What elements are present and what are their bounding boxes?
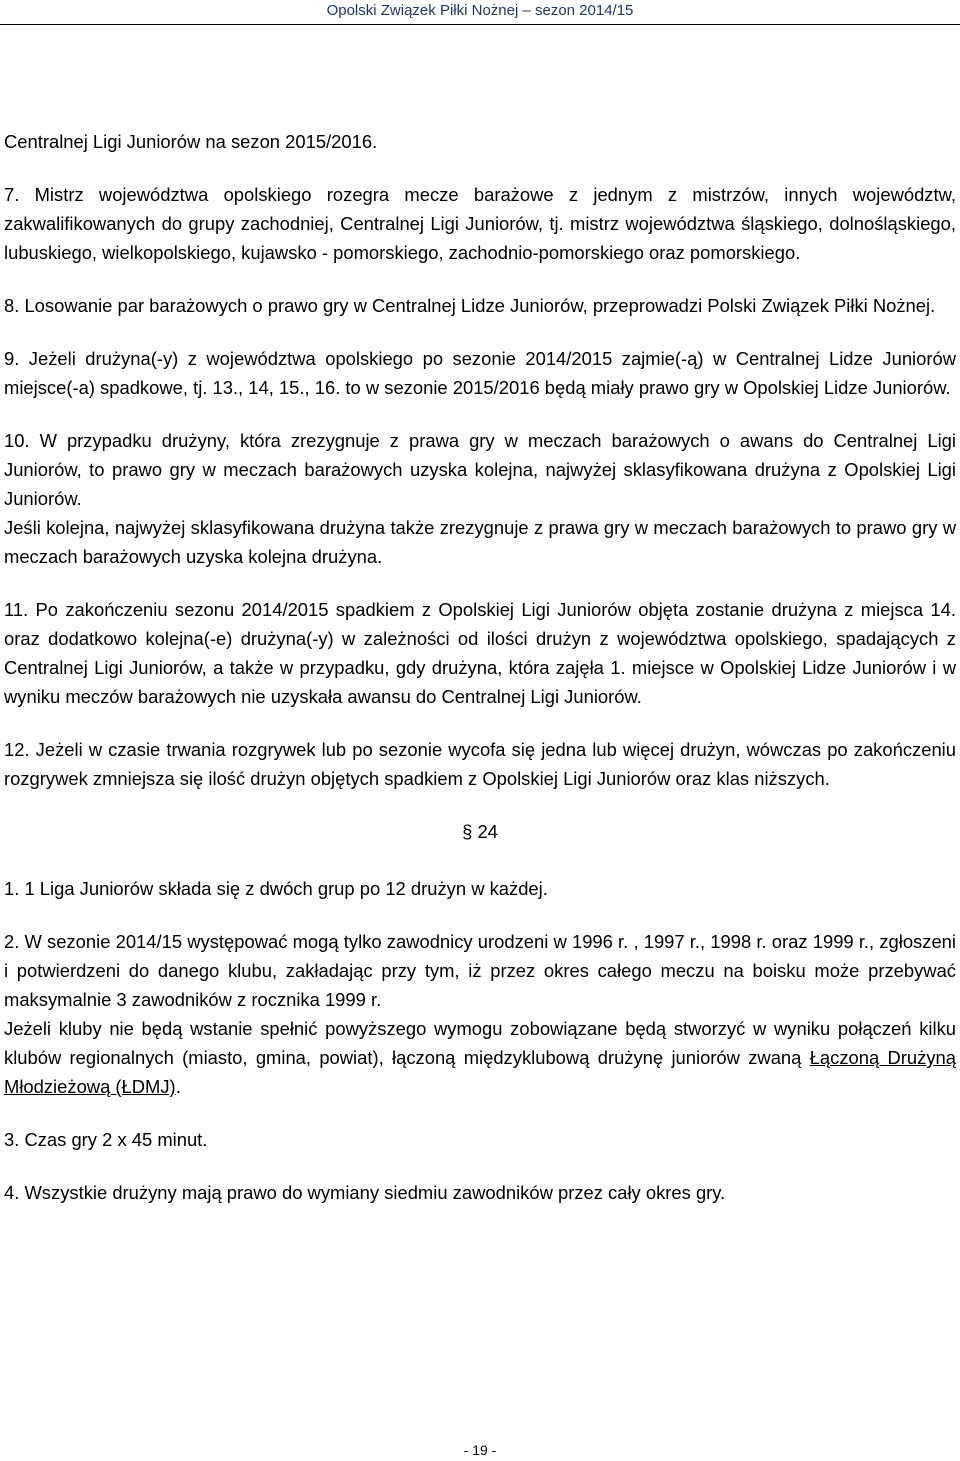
paragraph-12: 12. Jeżeli w czasie trwania rozgrywek lub po sezonie wycofa się jedna lub więcej drużyn, wówczas po zakończeniu rozgrywek zmniejsza się ilość drużyn objętych spadkiem z Opolskiej Ligi Juniorów oraz klas niższych.	[4, 739, 956, 789]
document-body	[4, 127, 956, 1231]
header-divider	[0, 24, 960, 25]
paragraph-8: 8. Losowanie par barażowych o prawo gry w Centralnej Lidze Juniorów, przeprowadzi Polski Związek Piłki Nożnej.	[4, 295, 936, 316]
ldmj-text-before: Jeżeli kluby nie będą wstanie spełnić powyższego wymogu zobowiązane będą stworzyć w wyniku połączeń kilku klubów regionalnych (miasto, gmina, powiat), łączoną międzyklubową drużynę juniorów zwaną	[4, 1018, 956, 1068]
section-heading	[4, 817, 956, 846]
section-paragraph-4: 4. Wszystkie drużyny mają prawo do wymiany siedmiu zawodników przez cały okres gry.	[4, 1182, 726, 1203]
section-paragraph-3: 3. Czas gry 2 x 45 minut.	[4, 1129, 208, 1150]
section-paragraph-2: 2. W sezonie 2014/15 występować mogą tylko zawodnicy urodzeni w 1996 r. , 1997 r., 1998 r. oraz 1999 r., zgłoszeni i potwierdzeni do danego klubu, zakładając przy tym, iż przez okres całego meczu na boisku może przebywać maksymalnie 3 zawodników z rocznika 1999 r.	[4, 931, 956, 1010]
paragraph-continuation: Centralnej Ligi Juniorów na sezon 2015/2016.	[4, 131, 378, 152]
section-number: 24	[477, 821, 498, 842]
section-paragraph-2-ldmj	[4, 1014, 956, 1101]
ldmj-text-after: .	[175, 1076, 181, 1097]
header-title: Opolski Związek Piłki Nożnej – sezon 2014/15	[326, 2, 634, 19]
section-symbol: §	[462, 821, 473, 842]
paragraph-11: 11. Po zakończeniu sezonu 2014/2015 spadkiem z Opolskiej Ligi Juniorów objęta zostanie drużyna z miejsca 14. oraz dodatkowo kolejna(-e) drużyna(-y) w zależności od ilości drużyn z województwa opolskiego, spadających z Centralnej Ligi Juniorów, a także w przypadku, gdy drużyna, która zajęła 1. miejsce w Opolskiej Lidze Juniorów i w wyniku meczów barażowych nie uzyskała awansu do Centralnej Ligi Juniorów.	[4, 599, 956, 707]
page-number: - 19 -	[463, 1442, 497, 1458]
section-paragraph-1: 1. 1 Liga Juniorów składa się z dwóch grup po 12 drużyn w każdej.	[4, 878, 548, 899]
paragraph-9: 9. Jeżeli drużyna(-y) z województwa opolskiego po sezonie 2014/2015 zajmie(-ą) w Centralnej Lidze Juniorów miejsce(-a) spadkowe, tj. 13., 14, 15., 16. to w sezonie 2015/2016 będą miały prawo gry w Opolskiej Lidze Juniorów.	[4, 348, 956, 398]
paragraph-10: 10. W przypadku drużyny, która zrezygnuje z prawa gry w meczach barażowych o awans do Centralnej Ligi Juniorów, to prawo gry w meczach barażowych uzyska kolejna, najwyżej sklasyfikowana drużyna z Opolskiej Ligi Juniorów.	[4, 430, 956, 509]
ldmj-underlined-term: Łączoną Drużyną Młodzieżową (ŁDMJ)	[4, 1047, 956, 1097]
page-footer	[0, 1441, 960, 1459]
running-header	[0, 0, 960, 22]
paragraph-7: 7. Mistrz województwa opolskiego rozegra mecze barażowe z jednym z mistrzów, innych województw, zakwalifikowanych do grupy zachodniej, Centralnej Ligi Juniorów, tj. mistrz województwa śląskiego, dolnośląskiego, lubuskiego, wielkopolskiego, kujawsko - pomorskiego, zachodnio-pomorskiego oraz pomorskiego.	[4, 184, 956, 263]
paragraph-10-continued: Jeśli kolejna, najwyżej sklasyfikowana drużyna także zrezygnuje z prawa gry w meczach barażowych to prawo gry w meczach barażowych uzyska kolejna drużyna.	[4, 517, 956, 567]
